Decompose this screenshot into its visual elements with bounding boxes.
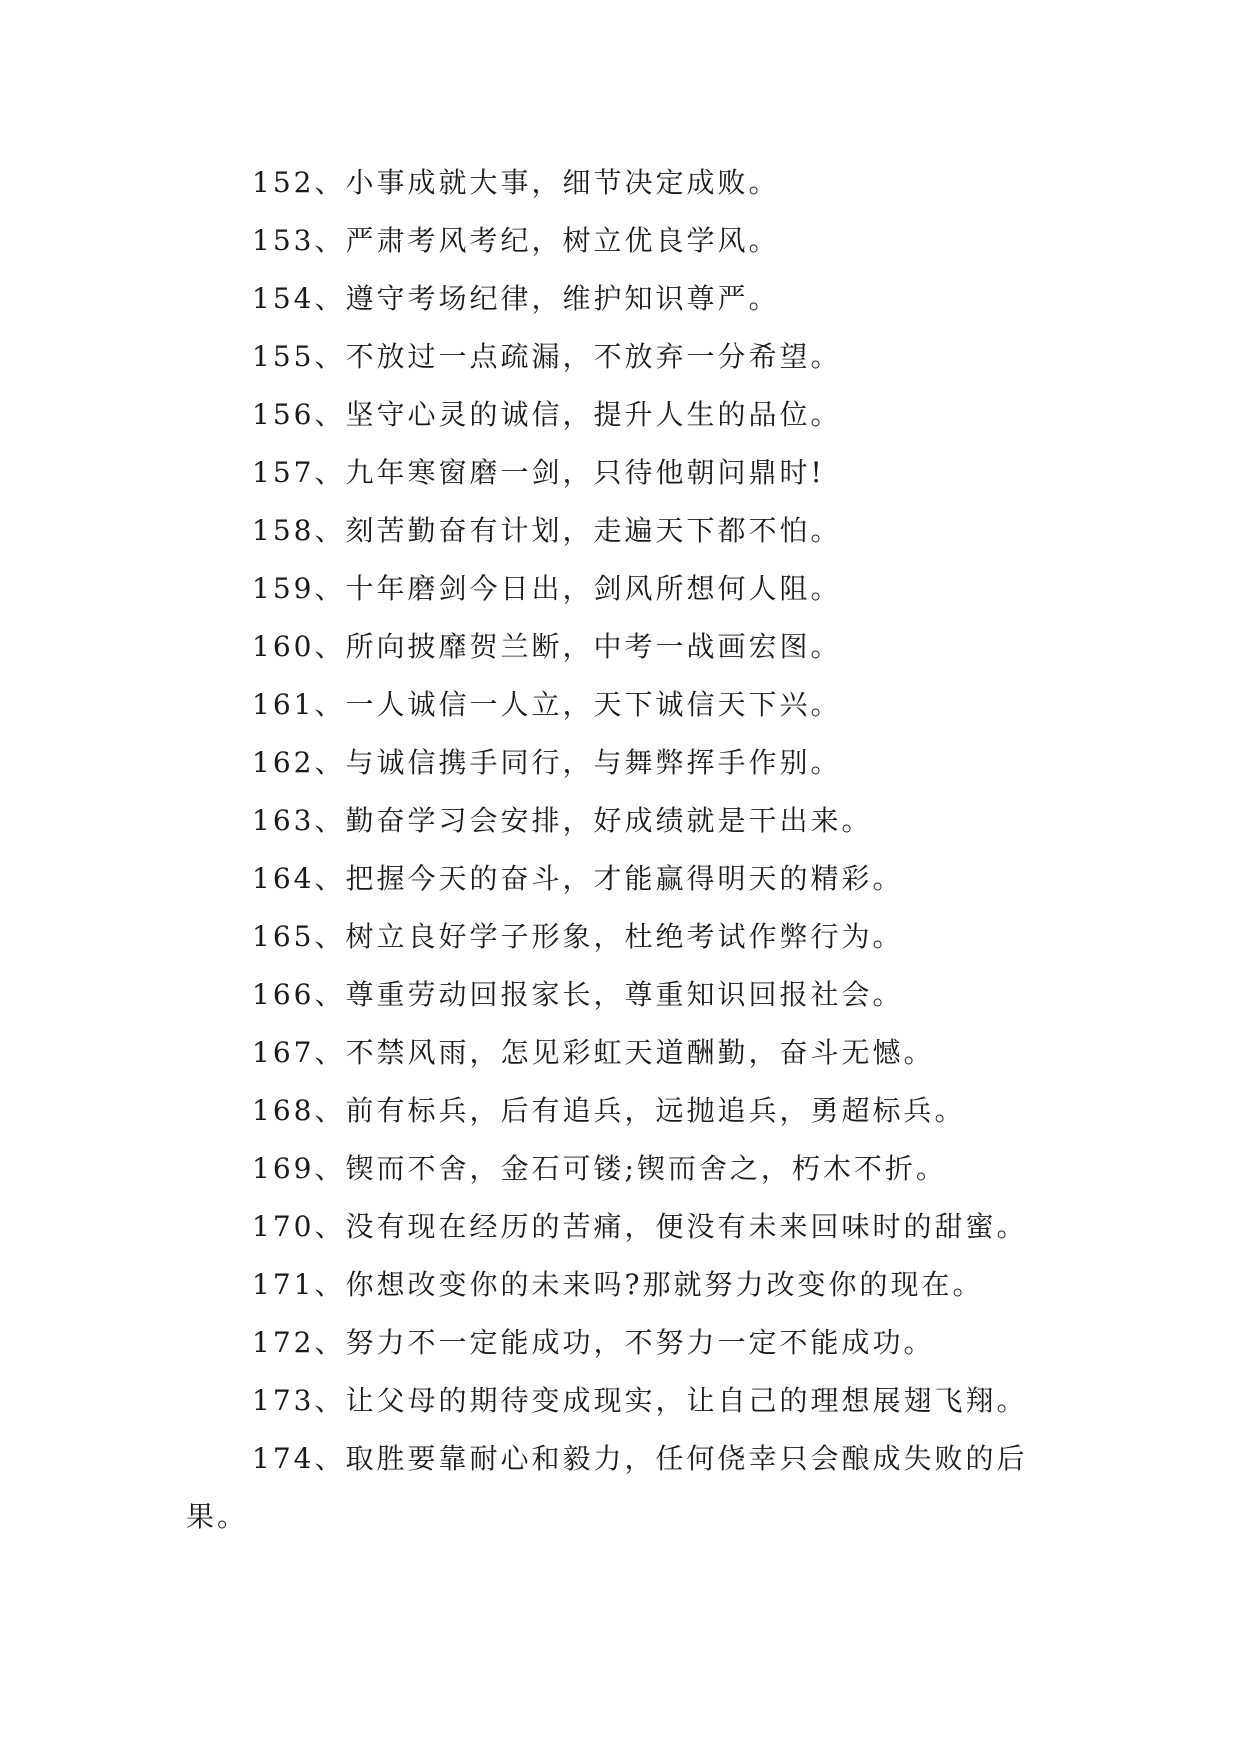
list-item: 158、刻苦勤奋有计划，走遍天下都不怕。 <box>252 514 842 547</box>
list-item: 156、坚守心灵的诚信，提升人生的品位。 <box>252 398 842 431</box>
list-item: 157、九年寒窗磨一剑，只待他朝问鼎时! <box>252 456 825 489</box>
list-item: 165、树立良好学子形象，杜绝考试作弊行为。 <box>252 920 904 953</box>
list-item: 171、你想改变你的未来吗?那就努力改变你的现在。 <box>252 1268 984 1301</box>
list-item: 164、把握今天的奋斗，才能赢得明天的精彩。 <box>252 862 904 895</box>
list-item: 166、尊重劳动回报家长，尊重知识回报社会。 <box>252 978 904 1011</box>
list-item: 153、严肃考风考纪，树立优良学风。 <box>252 224 780 257</box>
list-item: 169、锲而不舍，金石可镂;锲而舍之，朽木不折。 <box>252 1152 947 1185</box>
document-body <box>186 154 1066 1546</box>
list-item: 172、努力不一定能成功，不努力一定不能成功。 <box>252 1326 935 1359</box>
list-item: 155、不放过一点疏漏，不放弃一分希望。 <box>252 340 842 373</box>
list-item: 163、勤奋学习会安排，好成绩就是干出来。 <box>252 804 873 837</box>
list-item: 154、遵守考场纪律，维护知识尊严。 <box>252 282 780 315</box>
list-item: 174、取胜要靠耐心和毅力，任何侥幸只会酿成失败的后果。 <box>186 1442 1028 1533</box>
list-item: 159、十年磨剑今日出，剑风所想何人阻。 <box>252 572 842 605</box>
list-item: 162、与诚信携手同行，与舞弊挥手作别。 <box>252 746 842 779</box>
list-item: 170、没有现在经历的苦痛，便没有未来回味时的甜蜜。 <box>252 1210 1028 1243</box>
list-item: 173、让父母的期待变成现实，让自己的理想展翅飞翔。 <box>252 1384 1028 1417</box>
list-item: 167、不禁风雨，怎见彩虹天道酬勤，奋斗无憾。 <box>252 1036 935 1069</box>
list-item: 161、一人诚信一人立，天下诚信天下兴。 <box>252 688 842 721</box>
list-item: 168、前有标兵，后有追兵，远抛追兵，勇超标兵。 <box>252 1094 966 1127</box>
list-item: 152、小事成就大事，细节决定成败。 <box>252 166 780 199</box>
list-item: 160、所向披靡贺兰断，中考一战画宏图。 <box>252 630 842 663</box>
